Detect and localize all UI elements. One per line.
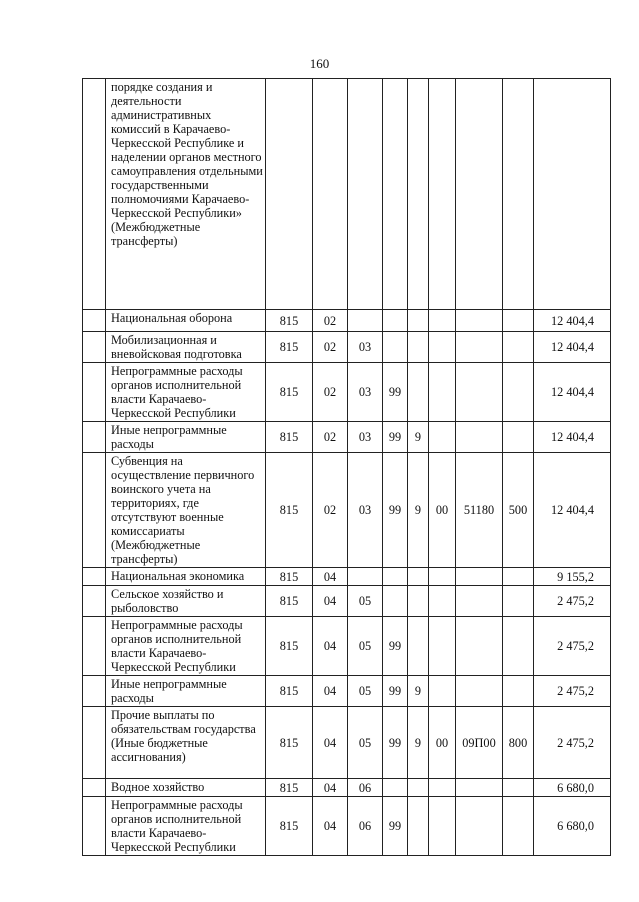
cell-sum xyxy=(534,79,611,310)
cell-rz: 04 xyxy=(313,707,348,779)
cell-ved xyxy=(266,79,313,310)
cell-ved: 815 xyxy=(266,422,313,453)
cell-vr xyxy=(503,779,534,797)
table-row xyxy=(83,453,611,568)
cell-rz: 02 xyxy=(313,422,348,453)
table-row xyxy=(83,797,611,856)
cell-vr xyxy=(503,676,534,707)
cell-ved: 815 xyxy=(266,797,313,856)
cell-vr xyxy=(503,332,534,363)
cell-p1: 99 xyxy=(383,363,408,422)
cell-vr: 500 xyxy=(503,453,534,568)
cell-p1 xyxy=(383,79,408,310)
cell-pr: 03 xyxy=(348,363,383,422)
table-row xyxy=(83,363,611,422)
cell-pr: 06 xyxy=(348,797,383,856)
cell-p1 xyxy=(383,310,408,332)
cell-pr: 06 xyxy=(348,779,383,797)
cell-name: Непрограммные расходы органов исполнительной власти Карачаево-Черкесской Республики xyxy=(106,363,266,422)
row-number-cell xyxy=(83,586,106,617)
cell-p4 xyxy=(456,797,503,856)
cell-pr: 03 xyxy=(348,332,383,363)
cell-ved: 815 xyxy=(266,363,313,422)
cell-rz: 04 xyxy=(313,676,348,707)
cell-p1: 99 xyxy=(383,422,408,453)
cell-ved: 815 xyxy=(266,779,313,797)
cell-vr xyxy=(503,422,534,453)
cell-p2 xyxy=(408,363,429,422)
cell-p3 xyxy=(429,779,456,797)
cell-rz: 04 xyxy=(313,779,348,797)
cell-pr: 05 xyxy=(348,617,383,676)
cell-name: Иные непрограммные расходы xyxy=(106,676,266,707)
page-number: 160 xyxy=(309,56,330,71)
cell-vr xyxy=(503,363,534,422)
row-number-cell xyxy=(83,310,106,332)
cell-p3 xyxy=(429,422,456,453)
cell-p4 xyxy=(456,676,503,707)
cell-pr: 05 xyxy=(348,586,383,617)
cell-p2 xyxy=(408,779,429,797)
table-row xyxy=(83,676,611,707)
cell-p3 xyxy=(429,676,456,707)
cell-sum: 9 155,2 xyxy=(534,568,611,586)
cell-rz: 04 xyxy=(313,797,348,856)
row-number-cell xyxy=(83,797,106,856)
cell-p2 xyxy=(408,617,429,676)
cell-ved: 815 xyxy=(266,453,313,568)
cell-sum: 6 680,0 xyxy=(534,779,611,797)
cell-p2 xyxy=(408,568,429,586)
cell-p2 xyxy=(408,332,429,363)
row-number-cell xyxy=(83,422,106,453)
table-row xyxy=(83,332,611,363)
cell-p3: 00 xyxy=(429,453,456,568)
cell-vr xyxy=(503,617,534,676)
row-number-cell xyxy=(83,779,106,797)
cell-rz: 04 xyxy=(313,617,348,676)
cell-sum: 2 475,2 xyxy=(534,707,611,779)
cell-name: Сельское хозяйство и рыболовство xyxy=(106,586,266,617)
cell-pr xyxy=(348,568,383,586)
cell-p1: 99 xyxy=(383,797,408,856)
cell-ved: 815 xyxy=(266,707,313,779)
table-row xyxy=(83,779,611,797)
cell-p1: 99 xyxy=(383,617,408,676)
cell-p1: 99 xyxy=(383,453,408,568)
cell-ved: 815 xyxy=(266,310,313,332)
cell-p1 xyxy=(383,332,408,363)
cell-p4 xyxy=(456,310,503,332)
cell-vr xyxy=(503,79,534,310)
cell-sum: 2 475,2 xyxy=(534,676,611,707)
cell-name: Иные непрограммные расходы xyxy=(106,422,266,453)
cell-p4 xyxy=(456,422,503,453)
table-row xyxy=(83,617,611,676)
cell-pr: 03 xyxy=(348,422,383,453)
cell-p3: 00 xyxy=(429,707,456,779)
cell-p1: 99 xyxy=(383,707,408,779)
cell-sum: 2 475,2 xyxy=(534,617,611,676)
cell-p4: 51180 xyxy=(456,453,503,568)
row-number-cell xyxy=(83,79,106,310)
cell-p2 xyxy=(408,586,429,617)
cell-name: Национальная оборона xyxy=(106,310,266,332)
table-row xyxy=(83,310,611,332)
cell-ved: 815 xyxy=(266,586,313,617)
cell-name: Прочие выплаты по обязательствам государства (Иные бюджетные ассигнования) xyxy=(106,707,266,779)
cell-rz: 04 xyxy=(313,568,348,586)
cell-ved: 815 xyxy=(266,676,313,707)
cell-p4 xyxy=(456,779,503,797)
cell-p2 xyxy=(408,79,429,310)
cell-rz: 02 xyxy=(313,310,348,332)
cell-sum: 12 404,4 xyxy=(534,332,611,363)
cell-p3 xyxy=(429,363,456,422)
cell-rz xyxy=(313,79,348,310)
cell-p2: 9 xyxy=(408,453,429,568)
row-number-cell xyxy=(83,707,106,779)
row-number-cell xyxy=(83,676,106,707)
cell-vr xyxy=(503,568,534,586)
cell-p4 xyxy=(456,363,503,422)
cell-p3 xyxy=(429,617,456,676)
cell-p4: 09П00 xyxy=(456,707,503,779)
cell-p3 xyxy=(429,586,456,617)
cell-p1 xyxy=(383,779,408,797)
cell-sum: 12 404,4 xyxy=(534,453,611,568)
cell-p3 xyxy=(429,797,456,856)
cell-p2 xyxy=(408,797,429,856)
cell-p2: 9 xyxy=(408,707,429,779)
cell-p4 xyxy=(456,586,503,617)
cell-p3 xyxy=(429,310,456,332)
cell-pr: 03 xyxy=(348,453,383,568)
cell-rz: 02 xyxy=(313,363,348,422)
cell-p4 xyxy=(456,568,503,586)
table-row xyxy=(83,586,611,617)
cell-p2: 9 xyxy=(408,676,429,707)
cell-name: Водное хозяйство xyxy=(106,779,266,797)
cell-p1 xyxy=(383,586,408,617)
table-row xyxy=(83,707,611,779)
cell-name: Субвенция на осуществление первичного воинского учета на территориях, где отсутствуют военные комиссариаты (Межбюджетные трансферты) xyxy=(106,453,266,568)
cell-vr: 800 xyxy=(503,707,534,779)
table-row xyxy=(83,422,611,453)
row-number-cell xyxy=(83,453,106,568)
cell-p4 xyxy=(456,79,503,310)
cell-name: Национальная экономика xyxy=(106,568,266,586)
table-row xyxy=(83,568,611,586)
row-number-cell xyxy=(83,568,106,586)
cell-rz: 02 xyxy=(313,453,348,568)
cell-name: Мобилизационная и вневойсковая подготовка xyxy=(106,332,266,363)
cell-p2 xyxy=(408,310,429,332)
cell-p1 xyxy=(383,568,408,586)
row-number-cell xyxy=(83,617,106,676)
table-body xyxy=(83,79,611,856)
table-row xyxy=(83,79,611,310)
cell-rz: 02 xyxy=(313,332,348,363)
cell-p3 xyxy=(429,332,456,363)
cell-sum: 12 404,4 xyxy=(534,363,611,422)
cell-ved: 815 xyxy=(266,617,313,676)
cell-pr xyxy=(348,310,383,332)
cell-p4 xyxy=(456,332,503,363)
cell-p4 xyxy=(456,617,503,676)
cell-p1: 99 xyxy=(383,676,408,707)
cell-vr xyxy=(503,797,534,856)
cell-vr xyxy=(503,586,534,617)
cell-pr: 05 xyxy=(348,676,383,707)
cell-name: Непрограммные расходы органов исполнительной власти Карачаево-Черкесской Республики xyxy=(106,797,266,856)
row-number-cell xyxy=(83,363,106,422)
budget-table xyxy=(82,78,611,856)
cell-pr: 05 xyxy=(348,707,383,779)
cell-sum: 12 404,4 xyxy=(534,422,611,453)
cell-vr xyxy=(503,310,534,332)
cell-ved: 815 xyxy=(266,568,313,586)
cell-sum: 6 680,0 xyxy=(534,797,611,856)
cell-p3 xyxy=(429,79,456,310)
cell-sum: 2 475,2 xyxy=(534,586,611,617)
row-number-cell xyxy=(83,332,106,363)
cell-sum: 12 404,4 xyxy=(534,310,611,332)
cell-name: Непрограммные расходы органов исполнительной власти Карачаево-Черкесской Республики xyxy=(106,617,266,676)
cell-name: порядке создания и деятельности административных комиссий в Карачаево-Черкесской Республике и наделении органов местного самоуправления отдельными государственными полномочиями Карачаево-Черкесской Республики» (Межбюджетные трансферты) xyxy=(106,79,266,310)
cell-p3 xyxy=(429,568,456,586)
cell-p2: 9 xyxy=(408,422,429,453)
cell-ved: 815 xyxy=(266,332,313,363)
cell-rz: 04 xyxy=(313,586,348,617)
cell-pr xyxy=(348,79,383,310)
